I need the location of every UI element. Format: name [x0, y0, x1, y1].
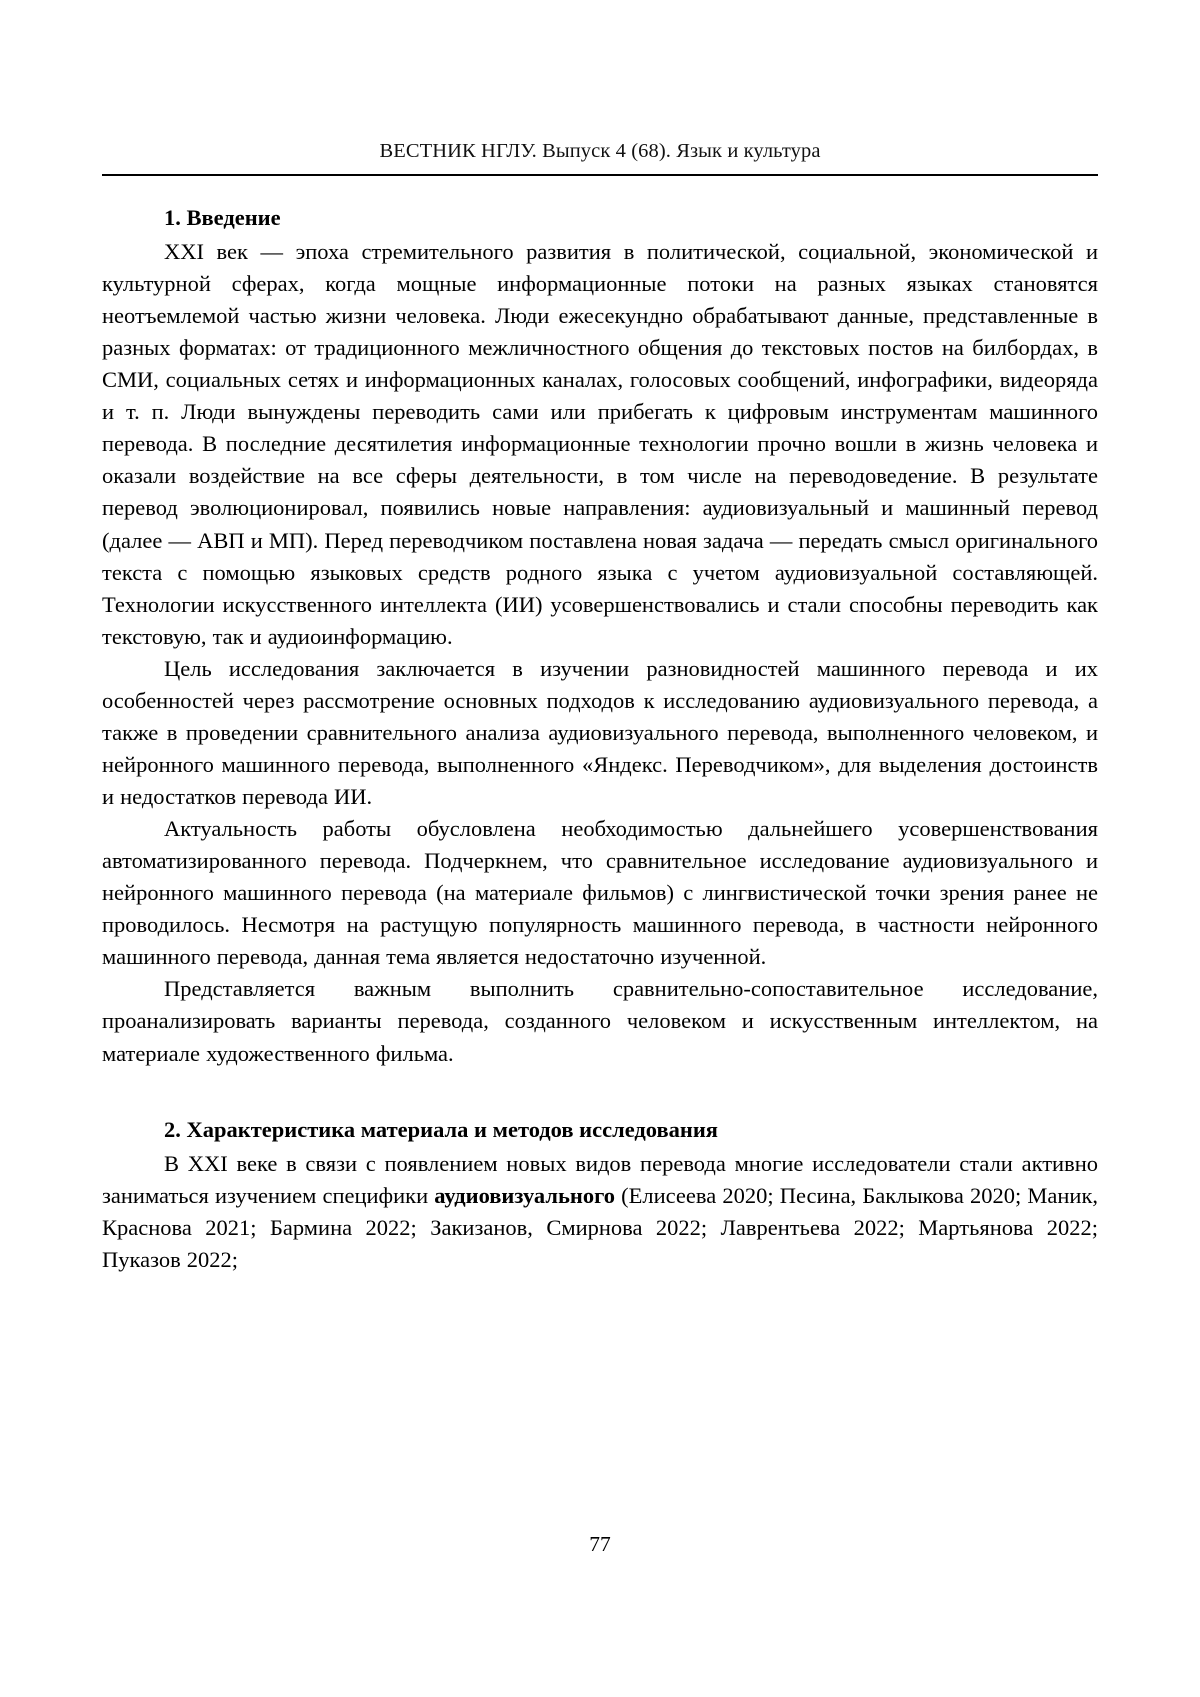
page-content [102, 140, 1098, 1276]
paragraph-materials-text-after: (Елисеева 2020; Песина, Баклыкова 2020; Маник, Краснова 2021; Бармина 2022; Закизанов, Смирнова 2022; Лаврентьева 2022; Мартьянова 2022; Пуказов 2022; [102, 1182, 1099, 1272]
paragraph-materials-1 [102, 1148, 1098, 1276]
paragraph-intro-3: Актуальность работы обусловлена необходимостью дальнейшего усовершенствования автоматизированного перевода. Подчеркнем, что сравнительное исследование аудиовизуального и нейронного машинного перевода (на материале фильмов) с лингвистической точки зрения ранее не проводилось. Несмотря на растущую популярность машинного перевода, в частности нейронного машинного перевода, данная тема является недостаточно изученной. [102, 816, 1098, 970]
paragraph-intro-2: Цель исследования заключается в изучении разновидностей машинного перевода и их особенностей через рассмотрение основных подходов к исследованию аудиовизуального перевода, а также в проведении сравнительного анализа аудиовизуального перевода, выполненного человеком, и нейронного машинного перевода, выполненного «Яндекс. Переводчиком», для выделения достоинств и недостатков перевода ИИ. [102, 655, 1098, 809]
header-divider [102, 174, 1098, 176]
paragraph-intro-4: Представляется важным выполнить сравнительно-сопоставительное исследование, проанализировать варианты перевода, созданного человеком и искусственным интеллектом, на материале художественного фильма. [102, 976, 1098, 1066]
page-number: 77 [589, 1532, 611, 1556]
section-spacer [102, 1070, 1098, 1114]
section-heading-introduction: 1. Введение [164, 205, 281, 230]
running-head: ВЕСТНИК НГЛУ. Выпуск 4 (68). Язык и культура [379, 140, 821, 162]
paragraph-materials-text-before: В XXI веке в связи с появлением новых видов перевода многие исследователи стали активно заниматься изучением специфики [102, 1150, 1098, 1208]
paragraph-intro-1: XXI век — эпоха стремительного развития в политической, социальной, экономической и культурной сферах, когда мощные информационные потоки на разных языках становятся неотъемлемой частью жизни человека. Люди ежесекундно обрабатывают данные, представленные в разных форматах: от традиционного межличностного общения до текстовых постов на билбордах, в СМИ, социальных сетях и информационных каналах, голосовых сообщений, инфографики, видеоряда и т. п. Люди вынуждены переводить сами или прибегать к цифровым инструментам машинного перевода. В последние десятилетия информационные технологии прочно вошли в жизнь человека и оказали воздействие на все сферы деятельности, в том числе на переводоведение. В результате перевод эволюционировал, появились новые направления: аудиовизуальный и машинный перевод (далее — АВП и МП). Перед переводчиком поставлена новая задача — передать смысл оригинального текста с помощью языковых средств родного языка с учетом аудиовизуальной составляющей. Технологии искусственного интеллекта (ИИ) усовершенствовались и стали способны переводить как текстовую, так и аудиоинформацию. [102, 238, 1098, 649]
section-heading-materials-methods: 2. Характеристика материала и методов исследования [164, 1116, 718, 1142]
paragraph-materials-emphasis: аудиовизуального [434, 1182, 615, 1208]
